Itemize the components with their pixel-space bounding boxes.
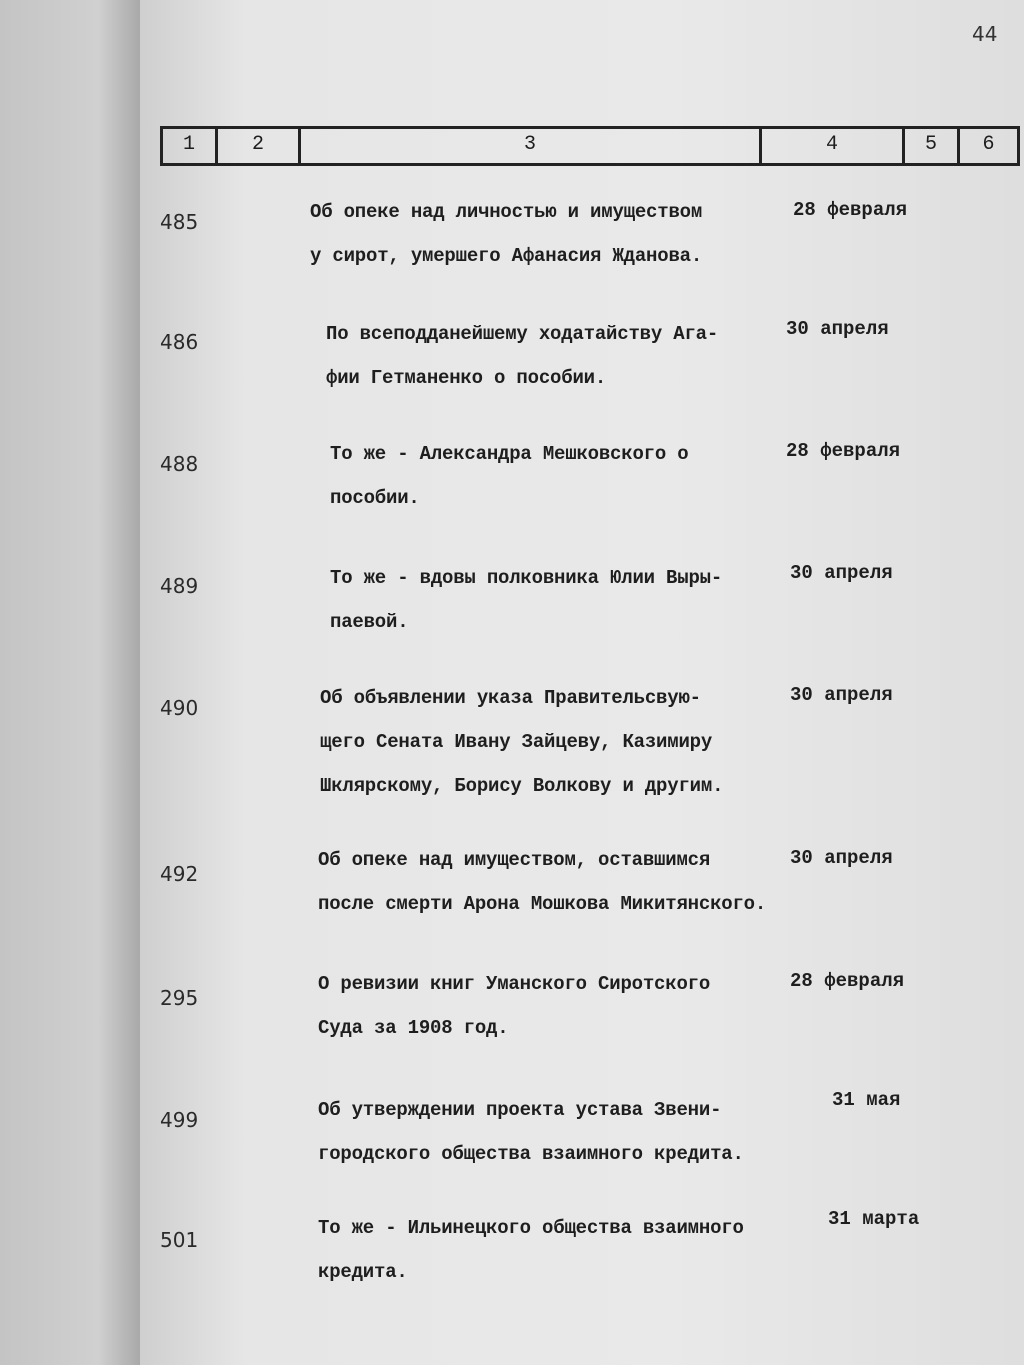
entry-number: 490 (160, 696, 199, 720)
entry-date: 30 апреля (786, 318, 889, 340)
column-header-2: 2 (215, 129, 298, 163)
entry-number: 295 (160, 986, 199, 1010)
entry-number: 499 (160, 1108, 199, 1132)
page-number: 44 (972, 22, 998, 46)
entry-description: Об опеке над имуществом, оставшимся после смерти Арона Мошкова Микитянского. (318, 849, 767, 915)
entry-description: По всеподданейшему ходатайству Ага- фии Гетманенко о пособии. (326, 323, 719, 389)
entry-date: 31 марта (828, 1208, 920, 1230)
column-header-1: 1 (160, 129, 215, 163)
entry-date: 30 апреля (790, 562, 893, 584)
entry-description: Об опеке над личностью и имуществом у сирот, умершего Афанасия Жданова. (310, 201, 703, 267)
entry-description: То же - Александра Мешковского о пособии. (330, 443, 689, 509)
entry-date: 31 мая (832, 1089, 901, 1111)
entry-description: То же - Ильинецкого общества взаимного кредита. (318, 1217, 744, 1283)
column-header-5: 5 (902, 129, 957, 163)
entry-description: О ревизии книг Уманского Сиротского Суда за 1908 год. (318, 973, 711, 1039)
entry-date: 30 апреля (790, 684, 893, 706)
entry-date: 28 февраля (786, 440, 901, 462)
facing-page-edge (0, 0, 140, 1365)
entry-number: 492 (160, 862, 199, 886)
entry-number: 501 (160, 1228, 199, 1252)
entry-date: 28 февраля (790, 970, 905, 992)
column-header-3: 3 (298, 129, 759, 163)
entry-date: 28 февраля (793, 199, 908, 221)
entry-description: Об объявлении указа Правительсвую- щего Сената Ивану Зайцеву, Казимиру Шклярскому, Борису Волкову и другим. (320, 687, 724, 797)
column-header-4: 4 (759, 129, 902, 163)
column-header-row (160, 126, 1020, 166)
entry-description: То же - вдовы полковника Юлии Выры- паевой. (330, 567, 723, 633)
entry-date: 30 апреля (790, 847, 893, 869)
entry-number: 486 (160, 330, 199, 354)
entry-number: 488 (160, 452, 199, 476)
entry-number: 489 (160, 574, 199, 598)
entry-description: Об утверждении проекта устава Звени- городского общества взаимного кредита. (318, 1099, 744, 1165)
column-header-6: 6 (957, 129, 1020, 163)
entry-number: 485 (160, 210, 199, 234)
